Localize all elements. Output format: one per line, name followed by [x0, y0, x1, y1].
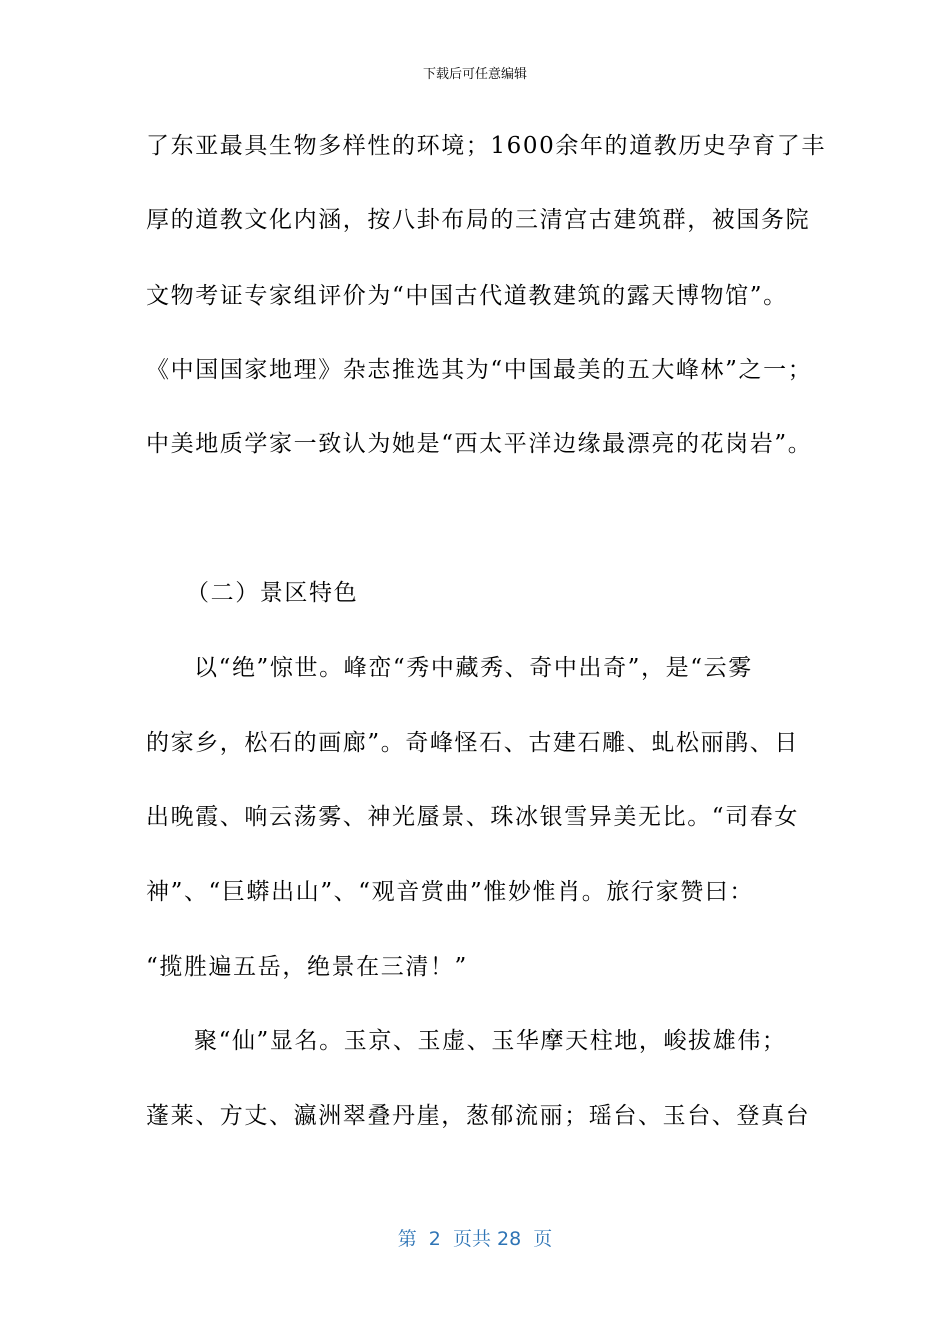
body-line: 聚“仙”显名。玉京、玉虚、玉华摩天柱地，峻拔雄伟；: [194, 1028, 787, 1054]
body-line: “揽胜遍五岳，绝景在三清！”: [146, 954, 468, 980]
section-heading: （二）景区特色: [186, 580, 359, 606]
body-line: 文物考证专家组评价为“中国古代道教建筑的露天博物馆”。: [146, 283, 788, 309]
body-line: 厚的道教文化内涵，按八卦布局的三清宫古建筑群，被国务院: [146, 207, 811, 233]
page-footer: 第 2 页共 28 页: [397, 1228, 553, 1250]
body-line: 《中国国家地理》杂志推选其为“中国最美的五大峰林”之一；: [146, 357, 813, 383]
body-line: 出晚霞、响云荡雾、神光蜃景、珠冰银雪异美无比。“司春女: [146, 804, 799, 830]
body-line: 以“绝”惊世。峰峦“秀中藏秀、奇中出奇”，是“云雾: [194, 655, 753, 681]
body-line: 神”、“巨蟒出山”、“观音赏曲”惟妙惟肖。旅行家赞曰：: [146, 879, 754, 905]
body-line: 的家乡，松石的画廊”。奇峰怪石、古建石雕、虬松丽鹃、日: [146, 730, 799, 756]
body-line: 中美地质学家一致认为她是“西太平洋边缘最漂亮的花岗岩”。: [146, 431, 813, 457]
body-line: 蓬莱、方丈、瀛洲翠叠丹崖，葱郁流丽；瑶台、玉台、登真台: [146, 1103, 811, 1129]
page-header: 下载后可任意编辑: [422, 67, 527, 82]
body-line: 了东亚最具生物多样性的环境；1600余年的道教历史孕育了丰: [146, 133, 826, 159]
